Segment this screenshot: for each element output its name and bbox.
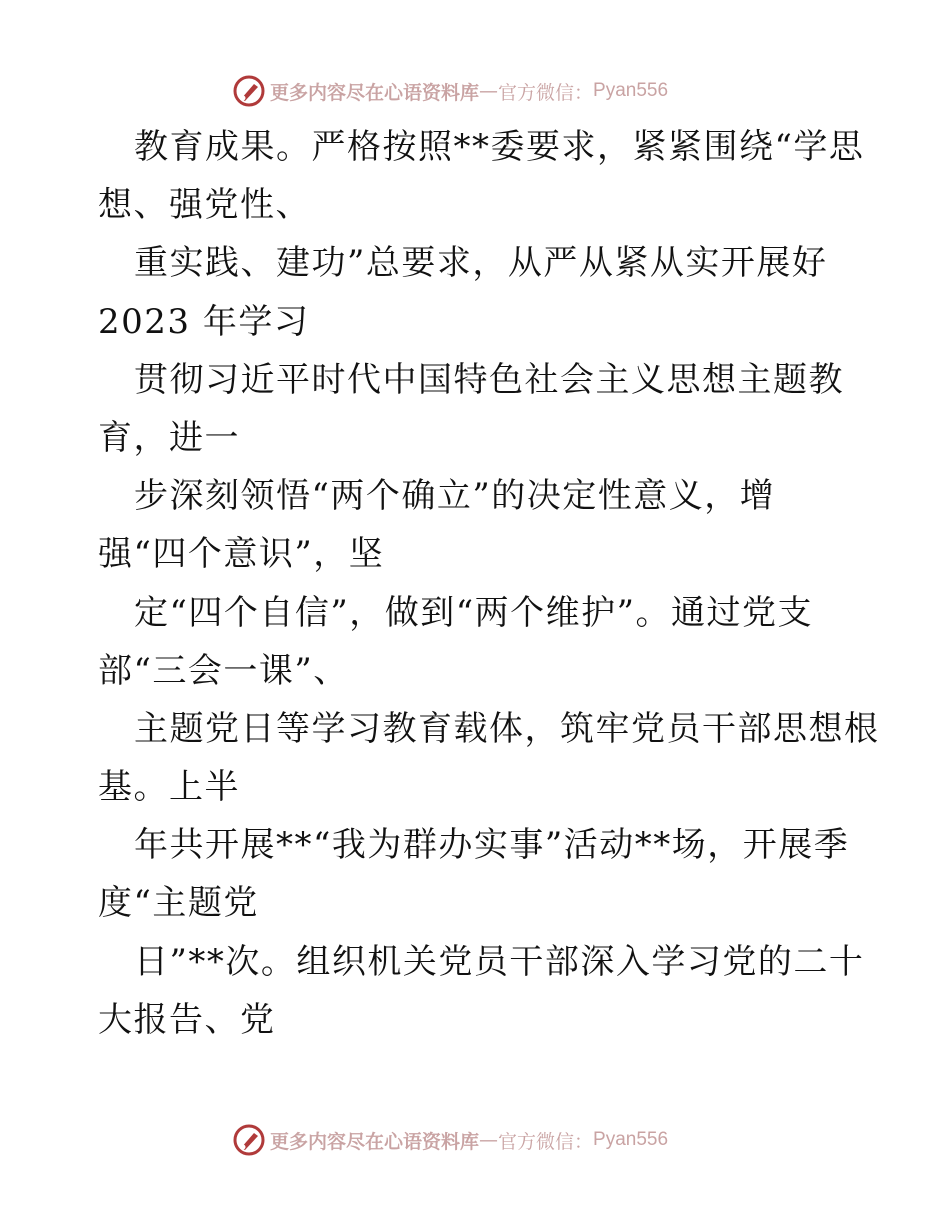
text-line: 想、强党性、: [98, 185, 311, 226]
watermark-id: Pyan556: [593, 1129, 669, 1150]
pen-logo-icon: [232, 74, 266, 108]
watermark-id: Pyan556: [593, 80, 669, 101]
text-line: 2023 年学习: [98, 301, 310, 342]
text-line: 大报告、党: [98, 999, 276, 1040]
footer-watermark: [232, 1122, 668, 1158]
watermark-dash: —: [479, 80, 499, 102]
text-line: 育，进一: [98, 417, 240, 458]
pen-logo-icon: [232, 1123, 266, 1157]
text-line: 度“主题党: [98, 883, 259, 924]
text-line: 日”**次。组织机关党员干部深入学习党的二十: [134, 941, 865, 982]
watermark-main-text: 更多内容尽在心语资料库: [270, 81, 480, 104]
header-watermark: [232, 73, 668, 109]
text-line: 主题党日等学习教育载体，筑牢党员干部思想根: [134, 708, 880, 749]
text-line: 教育成果。严格按照**委要求，紧紧围绕“学思: [134, 127, 865, 167]
text-line: 贯彻习近平时代中国特色社会主义思想主题教: [134, 359, 844, 400]
text-line: 步深刻领悟“两个确立”的决定性意义，增: [134, 476, 776, 517]
watermark-sub-text: 官方微信：: [498, 1130, 594, 1153]
watermark-dash: —: [479, 1129, 499, 1151]
document-body: [98, 118, 880, 1049]
text-line: 基。上半: [98, 767, 240, 808]
text-line: 重实践、建功”总要求，从严从紧从实开展好: [134, 243, 828, 284]
text-line: 强“四个意识”，坚: [98, 534, 385, 575]
text-line: 年共开展**“我为群办实事”活动**场，开展季: [134, 825, 850, 866]
watermark-main-text: 更多内容尽在心语资料库: [270, 1130, 480, 1153]
text-line: 定“四个自信”，做到“两个维护”。通过党支: [134, 592, 814, 633]
text-line: 部“三会一课”、: [98, 650, 349, 691]
watermark-sub-text: 官方微信：: [498, 81, 594, 104]
